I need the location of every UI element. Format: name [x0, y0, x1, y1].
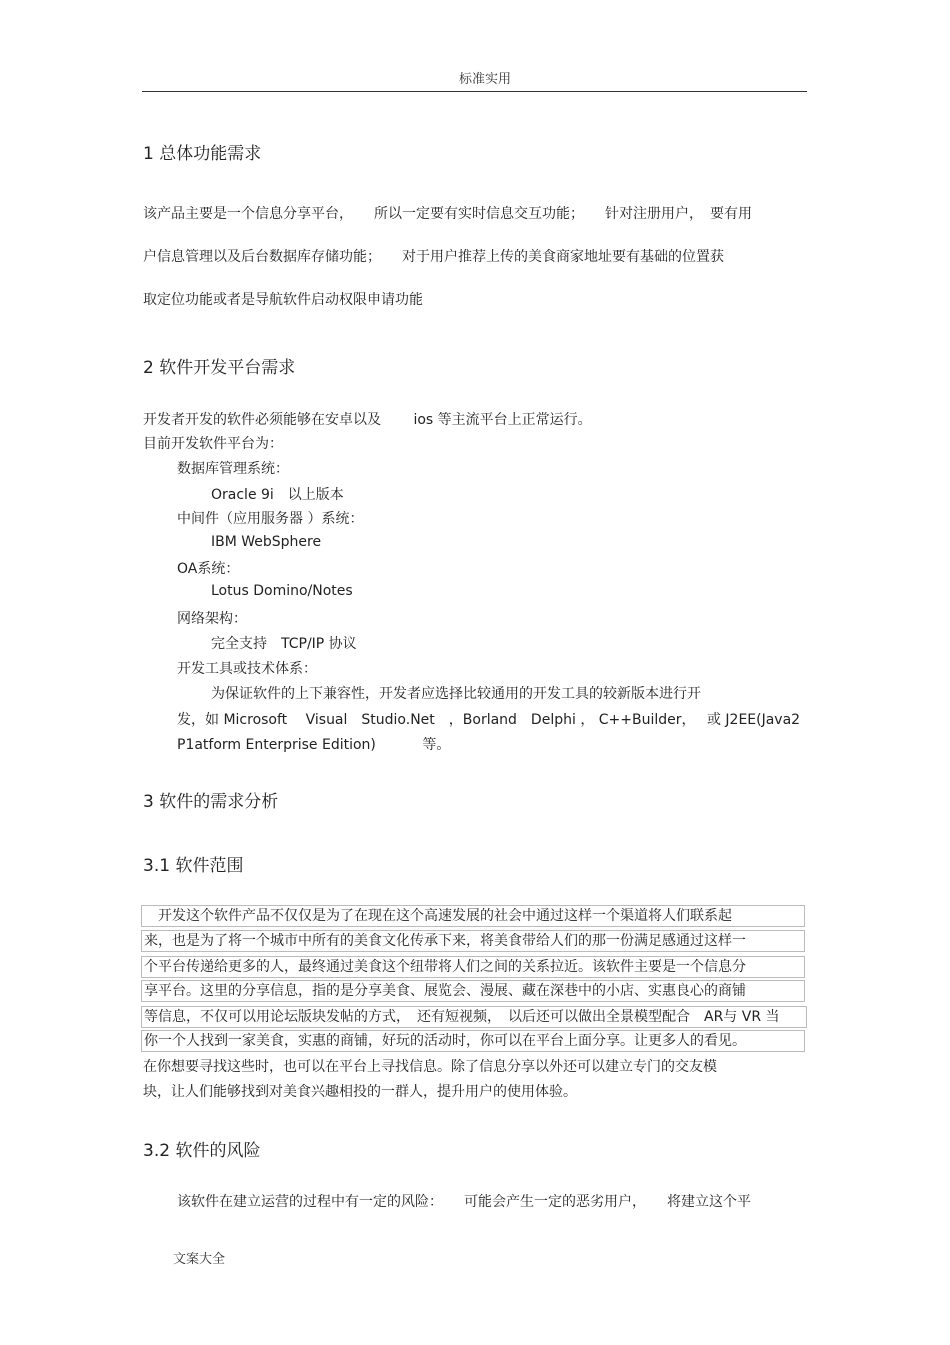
platform-label-database: 数据库管理系统： — [177, 461, 289, 477]
section-3-2-heading: 3.2 软件的风险 — [143, 1141, 261, 1161]
scope-line-8: 块，让人们能够找到对美食兴趣相投的一群人，提升用户的使用体验。 — [143, 1084, 577, 1100]
section-3-1-heading: 3.1 软件范围 — [143, 856, 244, 876]
scope-boxed-line-2: 来，也是为了将一个城市中所有的美食文化传承下来，将美食带给人们的那一份满足感通过这样一 — [141, 930, 805, 952]
platform-label-network: 网络架构： — [177, 611, 247, 627]
section-1-line-3: 取定位功能或者是导航软件启动权限申请功能 — [143, 292, 423, 308]
platform-value-network: 完全支持 TCP/IP 协议 — [211, 636, 357, 652]
platform-value-database: Oracle 9i 以上版本 — [211, 487, 344, 503]
section-1-line-2: 户信息管理以及后台数据库存储功能； 对于用户推荐上传的美食商家地址要有基础的位置获 — [143, 249, 724, 265]
header-rule — [142, 91, 807, 92]
risk-line-1: 该软件在建立运营的过程中有一定的风险： 可能会产生一定的恶劣用户， 将建立这个平 — [177, 1194, 751, 1210]
scope-boxed-line-3: 个平台传递给更多的人，最终通过美食这个纽带将人们之间的关系拉近。该软件主要是一个信息分 — [141, 956, 805, 978]
tools-line-3: P1atform Enterprise Edition) 等。 — [177, 737, 451, 753]
tools-line-2: 发，如 Microsoft Visual Studio.Net ，Borland Delphi ， C++Builder， 或 J2EE(Java2 — [177, 712, 801, 728]
scope-boxed-line-1: 开发这个软件产品不仅仅是为了在现在这个高速发展的社会中通过这样一个渠道将人们联系起 — [141, 905, 805, 927]
section-2-heading: 2 软件开发平台需求 — [143, 358, 296, 378]
platform-value-oa: Lotus Domino/Notes — [211, 583, 353, 599]
scope-boxed-line-4: 享平台。这里的分享信息，指的是分享美食、展览会、漫展、藏在深巷中的小店、实惠良心的商铺 — [141, 980, 805, 1002]
tools-label: 开发工具或技术体系： — [177, 661, 317, 677]
section-2-intro-2: 目前开发软件平台为： — [143, 436, 283, 452]
page-header: 标准实用 — [459, 72, 512, 87]
platform-label-middleware: 中间件（应用服务器 ）系统： — [177, 511, 364, 527]
section-1-line-1: 该产品主要是一个信息分享平台， 所以一定要有实时信息交互功能； 针对注册用户， 要有用 — [143, 206, 752, 222]
platform-label-oa: OA系统： — [177, 561, 240, 577]
section-2-intro-1: 开发者开发的软件必须能够在安卓以及 ios 等主流平台上正常运行。 — [143, 412, 592, 428]
scope-boxed-line-6: 你一个人找到一家美食，实惠的商铺，好玩的活动时，你可以在平台上面分享。让更多人的看见。 — [141, 1030, 805, 1052]
platform-value-middleware: IBM WebSphere — [211, 534, 322, 550]
section-1-heading: 1 总体功能需求 — [143, 144, 262, 164]
tools-line-1: 为保证软件的上下兼容性，开发者应选择比较通用的开发工具的较新版本进行开 — [211, 686, 701, 702]
page-footer: 文案大全 — [173, 1252, 226, 1267]
scope-boxed-line-5: 等信息，不仅可以用论坛版块发帖的方式， 还有短视频， 以后还可以做出全景模型配合 AR与 VR 当 — [141, 1006, 807, 1028]
scope-line-7: 在你想要寻找这些时，也可以在平台上寻找信息。除了信息分享以外还可以建立专门的交友模 — [143, 1059, 717, 1075]
section-3-heading: 3 软件的需求分析 — [143, 792, 279, 812]
